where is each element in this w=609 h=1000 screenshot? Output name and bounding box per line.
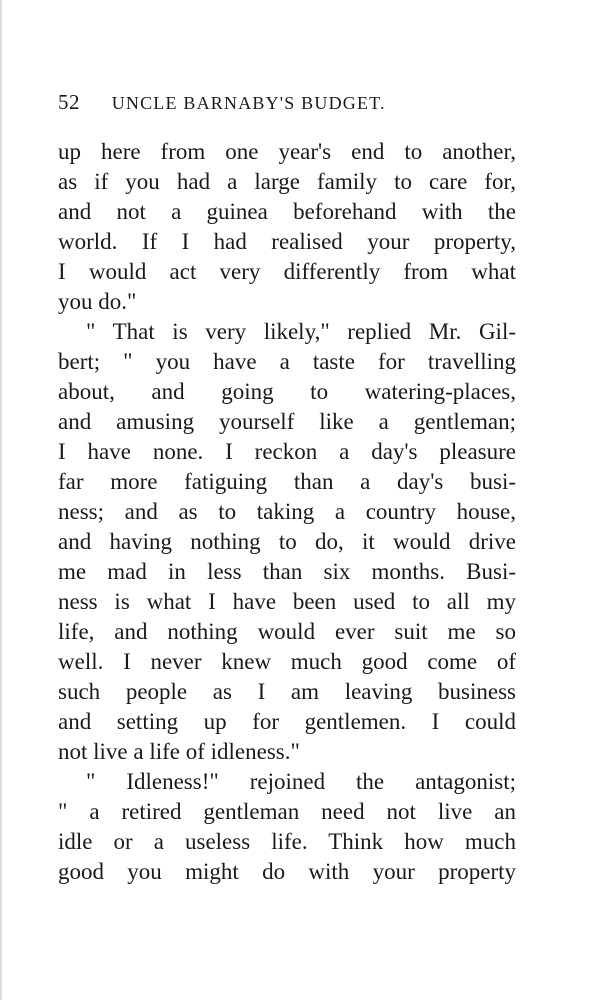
text-line: good you might do with your property [58,859,516,884]
text-line: not live a life of idleness." [58,739,300,764]
text-line: and having nothing to do, it would drive [58,529,516,554]
text-line: such people as I am leaving business [58,679,516,704]
text-line: and not a guinea beforehand with the [58,199,516,224]
text-line: and setting up for gentlemen. I could [58,709,516,734]
text-line: ness; and as to taking a country house, [58,499,516,524]
text-line: " Idleness!" rejoined the antagonist; [86,769,516,794]
text-line: well. I never knew much good come of [58,649,516,674]
page-number: 52 [58,90,80,114]
text-line: and amusing yourself like a gentleman; [58,409,516,434]
page-binding-edge [0,0,3,1000]
text-line: " That is very likely," replied Mr. Gil- [86,319,516,344]
text-line: I would act very differently from what [58,259,516,284]
running-head [58,90,528,120]
text-line: far more fatiguing than a day's busi- [58,469,516,494]
text-line: idle or a useless life. Think how much [58,829,516,854]
text-line: about, and going to watering-places, [58,379,516,404]
text-line: bert; " you have a taste for travelling [58,349,516,374]
text-line: me mad in less than six months. Busi- [58,559,516,584]
text-line: life, and nothing would ever suit me so [58,619,516,644]
text-line: world. If I had realised your property, [58,229,516,254]
running-title: UNCLE BARNABY'S BUDGET. [111,93,386,113]
text-line: you do." [58,289,137,314]
text-line: up here from one year's end to another, [58,139,516,164]
text-line: as if you had a large family to care for, [58,169,516,194]
text-line: ness is what I have been used to all my [58,589,516,614]
text-line: " a retired gentleman need not live an [58,799,516,824]
text-line: I have none. I reckon a day's pleasure [58,439,516,464]
